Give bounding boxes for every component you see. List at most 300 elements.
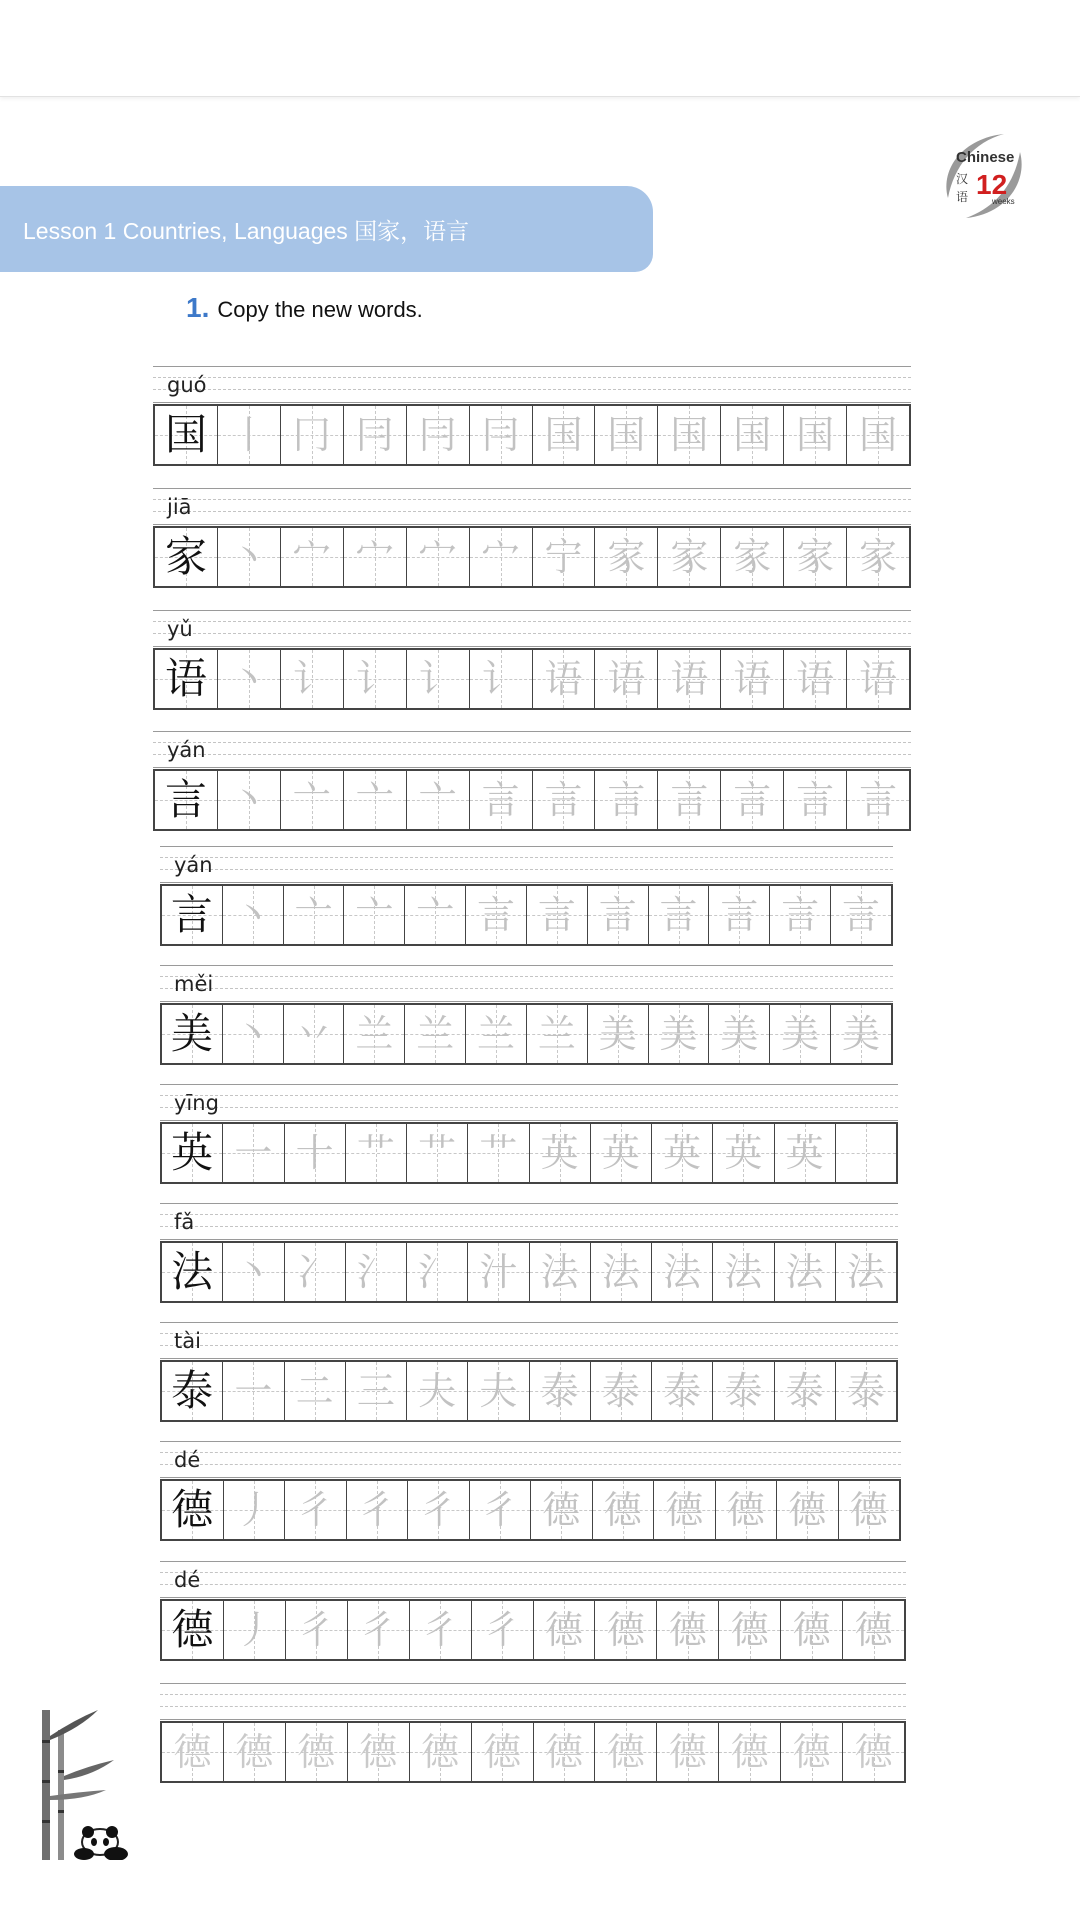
stroke-order-cell[interactable] xyxy=(469,528,532,586)
stroke-order-cell[interactable] xyxy=(285,1601,347,1659)
tracing-cell[interactable] xyxy=(471,1723,533,1781)
pinyin-lines xyxy=(160,1084,898,1121)
tracing-cell[interactable] xyxy=(162,1723,223,1781)
stroke-step: 英 xyxy=(601,1131,640,1175)
stroke-step: 国 xyxy=(607,413,646,457)
stroke-step: 法 xyxy=(601,1250,640,1294)
stroke-step: 言 xyxy=(842,893,881,937)
stroke-step: 宀 xyxy=(481,535,520,579)
stroke-order-cell[interactable] xyxy=(469,771,532,829)
stroke-step: 法 xyxy=(540,1250,579,1294)
stroke-order-cell[interactable] xyxy=(526,886,587,944)
model-character: 德 xyxy=(171,1605,214,1654)
stroke-order-cell[interactable] xyxy=(343,1005,404,1063)
stroke-order-cell[interactable] xyxy=(406,1362,467,1420)
practice-row xyxy=(153,366,911,466)
stroke-order-cell[interactable] xyxy=(594,650,657,708)
stroke-step: 兰 xyxy=(355,1012,394,1056)
bamboo-panda-illustration xyxy=(28,1700,148,1860)
stroke-step: 德 xyxy=(792,1608,831,1652)
stroke-order-cell[interactable] xyxy=(222,1124,283,1182)
stroke-step: 国 xyxy=(544,413,583,457)
stroke-order-cell[interactable] xyxy=(345,1124,406,1182)
stroke-order-cell[interactable] xyxy=(532,650,595,708)
stroke-order-cell[interactable] xyxy=(471,1601,533,1659)
stroke-step: 讠 xyxy=(481,657,520,701)
exercise-number: 1. xyxy=(186,292,210,323)
stroke-step: 德 xyxy=(854,1608,893,1652)
stroke-order-cell[interactable] xyxy=(407,1481,469,1539)
stroke-order-cell[interactable] xyxy=(594,771,657,829)
stroke-order-cell[interactable] xyxy=(284,1481,346,1539)
stroke-order-cell[interactable] xyxy=(284,1124,345,1182)
pinyin-lines xyxy=(160,1561,906,1598)
stroke-order-cell[interactable] xyxy=(590,1362,651,1420)
character-grid xyxy=(153,648,911,710)
stroke-step: 彳 xyxy=(483,1608,522,1652)
stroke-order-cell[interactable] xyxy=(708,1005,769,1063)
model-character-cell xyxy=(162,1481,223,1539)
stroke-order-cell[interactable] xyxy=(657,406,720,464)
stroke-order-cell[interactable] xyxy=(529,1124,590,1182)
stroke-order-cell[interactable] xyxy=(780,1601,842,1659)
stroke-order-cell[interactable] xyxy=(469,406,532,464)
stroke-step: 家 xyxy=(796,535,835,579)
stroke-step: 彳 xyxy=(357,1488,396,1532)
pinyin-lines xyxy=(160,1322,898,1359)
stroke-order-cell[interactable] xyxy=(222,886,283,944)
practice-row xyxy=(160,1441,901,1541)
stroke-step: 美 xyxy=(659,1012,698,1056)
stroke-step: 丿 xyxy=(234,1488,273,1532)
stroke-order-cell[interactable] xyxy=(280,650,343,708)
svg-text:汉: 汉 xyxy=(956,172,969,186)
pinyin-label: tài xyxy=(174,1329,201,1353)
stroke-order-cell[interactable] xyxy=(653,1481,715,1539)
stroke-order-cell[interactable] xyxy=(343,886,404,944)
stroke-step: 夫 xyxy=(479,1369,518,1413)
stroke-order-cell[interactable] xyxy=(594,528,657,586)
model-character: 家 xyxy=(164,532,207,581)
tracing-cell[interactable] xyxy=(594,1723,656,1781)
stroke-order-cell[interactable] xyxy=(526,1005,587,1063)
practice-row xyxy=(153,488,911,588)
stroke-step: 冃 xyxy=(481,413,520,457)
tracing-cell[interactable] xyxy=(842,1723,904,1781)
model-character-cell xyxy=(162,1124,222,1182)
stroke-order-cell[interactable] xyxy=(587,886,648,944)
stroke-order-cell[interactable] xyxy=(720,771,783,829)
stroke-step: 泰 xyxy=(663,1369,702,1413)
character-grid xyxy=(153,404,911,466)
stroke-order-cell[interactable] xyxy=(656,1601,718,1659)
stroke-order-cell[interactable] xyxy=(533,1601,595,1659)
stroke-order-cell[interactable] xyxy=(830,1005,891,1063)
stroke-order-cell[interactable] xyxy=(776,1481,838,1539)
stroke-step: 法 xyxy=(663,1250,702,1294)
tracing-cell[interactable] xyxy=(285,1723,347,1781)
stroke-order-cell[interactable] xyxy=(648,1005,709,1063)
stroke-step: 彳 xyxy=(421,1608,460,1652)
stroke-order-cell[interactable] xyxy=(465,886,526,944)
practice-row xyxy=(160,1561,906,1661)
stroke-step: 彳 xyxy=(480,1488,519,1532)
stroke-step: 讠 xyxy=(418,657,457,701)
tracing-character: 德 xyxy=(173,1730,212,1774)
stroke-order-cell[interactable] xyxy=(657,528,720,586)
stroke-step: 美 xyxy=(720,1012,759,1056)
stroke-order-cell[interactable] xyxy=(467,1362,528,1420)
stroke-order-cell[interactable] xyxy=(343,406,406,464)
stroke-step: 一 xyxy=(234,1131,273,1175)
stroke-step: 言 xyxy=(733,778,772,822)
stroke-step: 三 xyxy=(356,1369,395,1413)
stroke-order-cell[interactable] xyxy=(532,528,595,586)
stroke-step: 言 xyxy=(781,893,820,937)
practice-row xyxy=(153,731,911,831)
practice-row xyxy=(160,965,893,1065)
stroke-order-cell[interactable] xyxy=(712,1243,773,1301)
stroke-order-cell[interactable] xyxy=(343,650,406,708)
stroke-order-cell[interactable] xyxy=(769,886,830,944)
stroke-step: 言 xyxy=(720,893,759,937)
stroke-order-cell[interactable] xyxy=(835,1243,896,1301)
stroke-order-cell[interactable] xyxy=(467,1124,528,1182)
stroke-order-cell[interactable] xyxy=(406,650,469,708)
model-character-cell xyxy=(162,1005,222,1063)
stroke-step: 德 xyxy=(726,1488,765,1532)
pinyin-lines xyxy=(160,1203,898,1240)
stroke-step: 亠 xyxy=(416,893,455,937)
pinyin-label: měi xyxy=(174,972,214,996)
stroke-order-cell[interactable] xyxy=(530,1481,592,1539)
model-character-cell xyxy=(155,650,217,708)
stroke-order-cell[interactable] xyxy=(838,1481,900,1539)
stroke-step: 讠 xyxy=(355,657,394,701)
stroke-order-cell[interactable] xyxy=(712,1124,773,1182)
stroke-step: 兰 xyxy=(477,1012,516,1056)
tracing-cell[interactable] xyxy=(533,1723,595,1781)
stroke-step: 德 xyxy=(606,1608,645,1652)
tracing-character: 德 xyxy=(483,1730,522,1774)
tracing-character: 德 xyxy=(854,1730,893,1774)
model-character: 德 xyxy=(171,1485,214,1534)
stroke-step: 彳 xyxy=(296,1488,335,1532)
stroke-order-cell[interactable] xyxy=(846,650,909,708)
model-character-cell xyxy=(162,1243,222,1301)
stroke-step: 亠 xyxy=(294,893,333,937)
model-character: 言 xyxy=(170,890,213,939)
stroke-step: 艹 xyxy=(479,1131,518,1175)
stroke-step: 丶 xyxy=(233,1012,272,1056)
stroke-order-cell[interactable] xyxy=(657,650,720,708)
stroke-step: 二 xyxy=(295,1369,334,1413)
tracing-cell[interactable] xyxy=(656,1723,718,1781)
stroke-step: 英 xyxy=(724,1131,763,1175)
stroke-step: 冂 xyxy=(292,413,331,457)
stroke-order-cell[interactable] xyxy=(648,886,709,944)
practice-row xyxy=(160,846,893,946)
model-character: 语 xyxy=(164,654,207,703)
stroke-order-cell[interactable] xyxy=(532,771,595,829)
tracing-character: 德 xyxy=(606,1730,645,1774)
stroke-step: 言 xyxy=(796,778,835,822)
stroke-order-cell[interactable] xyxy=(529,1243,590,1301)
stroke-step: 一 xyxy=(234,1369,273,1413)
pinyin-label: yīng xyxy=(174,1091,219,1115)
stroke-step: 德 xyxy=(730,1608,769,1652)
pinyin-label: yán xyxy=(174,853,213,877)
stroke-step: 语 xyxy=(733,657,772,701)
stroke-step: 国 xyxy=(796,413,835,457)
stroke-step: 家 xyxy=(607,535,646,579)
stroke-order-cell[interactable] xyxy=(406,1243,467,1301)
stroke-order-cell[interactable] xyxy=(651,1243,712,1301)
stroke-order-cell[interactable] xyxy=(406,771,469,829)
character-grid xyxy=(153,526,911,588)
stroke-order-cell[interactable] xyxy=(406,528,469,586)
stroke-step: 氵 xyxy=(418,1250,457,1294)
stroke-step: 言 xyxy=(659,893,698,937)
stroke-step: 兰 xyxy=(416,1012,455,1056)
pinyin-lines xyxy=(153,731,911,768)
stroke-step: 汁 xyxy=(479,1250,518,1294)
stroke-step: 丶 xyxy=(229,535,268,579)
stroke-order-cell[interactable] xyxy=(774,1362,835,1420)
stroke-order-cell[interactable] xyxy=(284,1243,345,1301)
model-character: 法 xyxy=(171,1247,214,1296)
pinyin-label: fǎ xyxy=(174,1210,195,1234)
stroke-order-cell[interactable] xyxy=(283,1005,344,1063)
stroke-step: 德 xyxy=(603,1488,642,1532)
practice-row xyxy=(153,610,911,710)
tracing-character: 德 xyxy=(235,1730,274,1774)
stroke-order-cell[interactable] xyxy=(343,771,406,829)
stroke-step: 语 xyxy=(796,657,835,701)
stroke-order-cell[interactable] xyxy=(217,406,280,464)
tracing-character: 德 xyxy=(297,1730,336,1774)
pinyin-label: guó xyxy=(167,373,207,397)
exercise-instruction xyxy=(186,292,423,324)
svg-text:weeks: weeks xyxy=(992,197,1015,206)
stroke-order-cell[interactable] xyxy=(774,1124,835,1182)
svg-text:12: 12 xyxy=(976,169,1008,200)
model-character-cell xyxy=(162,1362,222,1420)
pinyin-lines xyxy=(153,366,911,403)
stroke-step: 英 xyxy=(663,1131,702,1175)
blank-practice-cell[interactable] xyxy=(835,1124,896,1182)
stroke-order-cell[interactable] xyxy=(592,1481,654,1539)
tracing-cell[interactable] xyxy=(780,1723,842,1781)
stroke-order-cell[interactable] xyxy=(404,886,465,944)
stroke-order-cell[interactable] xyxy=(718,1601,780,1659)
stroke-order-cell[interactable] xyxy=(223,1481,285,1539)
stroke-order-cell[interactable] xyxy=(774,1243,835,1301)
stroke-step: 德 xyxy=(788,1488,827,1532)
tracing-grid xyxy=(160,1721,906,1783)
stroke-order-cell[interactable] xyxy=(769,1005,830,1063)
stroke-order-cell[interactable] xyxy=(222,1362,283,1420)
stroke-order-cell[interactable] xyxy=(532,406,595,464)
stroke-step: 彳 xyxy=(419,1488,458,1532)
stroke-step: 冫 xyxy=(295,1250,334,1294)
tracing-cell[interactable] xyxy=(718,1723,780,1781)
character-grid xyxy=(160,1599,906,1661)
stroke-order-cell[interactable] xyxy=(280,528,343,586)
stroke-step: 宀 xyxy=(355,535,394,579)
stroke-step: 美 xyxy=(781,1012,820,1056)
stroke-order-cell[interactable] xyxy=(222,1243,283,1301)
stroke-step: 泰 xyxy=(724,1369,763,1413)
stroke-order-cell[interactable] xyxy=(217,771,280,829)
stroke-step: 丶 xyxy=(229,657,268,701)
character-grid xyxy=(160,1122,898,1184)
stroke-step: 十 xyxy=(295,1131,334,1175)
stroke-step: 言 xyxy=(544,778,583,822)
pinyin-label: yán xyxy=(167,738,206,762)
stroke-step: 国 xyxy=(859,413,898,457)
stroke-step: 德 xyxy=(544,1608,583,1652)
stroke-step: 英 xyxy=(540,1131,579,1175)
stroke-order-cell[interactable] xyxy=(720,406,783,464)
stroke-order-cell[interactable] xyxy=(842,1601,904,1659)
pinyin-label: dé xyxy=(174,1568,201,1592)
stroke-order-cell[interactable] xyxy=(465,1005,526,1063)
stroke-order-cell[interactable] xyxy=(222,1005,283,1063)
stroke-step: 德 xyxy=(542,1488,581,1532)
stroke-order-cell[interactable] xyxy=(469,1481,531,1539)
stroke-step: 英 xyxy=(785,1131,824,1175)
stroke-order-cell[interactable] xyxy=(651,1124,712,1182)
stroke-step: 德 xyxy=(668,1608,707,1652)
stroke-step: 泰 xyxy=(846,1369,885,1413)
svg-text:Chinese: Chinese xyxy=(956,149,1015,166)
stroke-order-cell[interactable] xyxy=(720,528,783,586)
pinyin-lines xyxy=(160,965,893,1002)
stroke-order-cell[interactable] xyxy=(406,1124,467,1182)
stroke-order-cell[interactable] xyxy=(783,528,846,586)
stroke-order-cell[interactable] xyxy=(217,528,280,586)
chinese-12-weeks-logo xyxy=(934,128,1034,224)
stroke-step: 丷 xyxy=(294,1012,333,1056)
stroke-order-cell[interactable] xyxy=(590,1243,651,1301)
stroke-step: 艹 xyxy=(418,1131,457,1175)
stroke-order-cell[interactable] xyxy=(345,1243,406,1301)
stroke-order-cell[interactable] xyxy=(846,406,909,464)
stroke-order-cell[interactable] xyxy=(409,1601,471,1659)
stroke-order-cell[interactable] xyxy=(783,771,846,829)
stroke-step: 讠 xyxy=(292,657,331,701)
stroke-order-cell[interactable] xyxy=(469,650,532,708)
stroke-order-cell[interactable] xyxy=(651,1362,712,1420)
tracing-cell[interactable] xyxy=(409,1723,471,1781)
stroke-step: 宀 xyxy=(292,535,331,579)
stroke-step: 言 xyxy=(607,778,646,822)
stroke-step: 家 xyxy=(670,535,709,579)
model-character-cell xyxy=(155,771,217,829)
stroke-step: 泰 xyxy=(540,1369,579,1413)
tracing-cell[interactable] xyxy=(223,1723,285,1781)
character-grid xyxy=(160,1360,898,1422)
stroke-order-cell[interactable] xyxy=(347,1601,409,1659)
character-grid xyxy=(160,1241,898,1303)
pinyin-lines xyxy=(160,846,893,883)
model-character-cell xyxy=(155,406,217,464)
stroke-step: 冃 xyxy=(418,413,457,457)
stroke-order-cell[interactable] xyxy=(657,771,720,829)
stroke-step: 德 xyxy=(665,1488,704,1532)
stroke-order-cell[interactable] xyxy=(830,886,891,944)
tracing-character: 德 xyxy=(668,1730,707,1774)
stroke-order-cell[interactable] xyxy=(846,771,909,829)
svg-text:语: 语 xyxy=(956,190,969,204)
stroke-step: 丨 xyxy=(229,413,268,457)
stroke-step: 法 xyxy=(785,1250,824,1294)
pinyin-label: yǔ xyxy=(167,617,193,641)
stroke-order-cell[interactable] xyxy=(783,406,846,464)
stroke-step: 语 xyxy=(859,657,898,701)
character-grid xyxy=(153,769,911,831)
stroke-order-cell[interactable] xyxy=(346,1481,408,1539)
stroke-order-cell[interactable] xyxy=(404,1005,465,1063)
stroke-order-cell[interactable] xyxy=(720,650,783,708)
tracing-character: 德 xyxy=(359,1730,398,1774)
stroke-order-cell[interactable] xyxy=(223,1601,285,1659)
stroke-step: 家 xyxy=(859,535,898,579)
stroke-step: 言 xyxy=(598,893,637,937)
stroke-order-cell[interactable] xyxy=(587,1005,648,1063)
stroke-order-cell[interactable] xyxy=(467,1243,528,1301)
stroke-order-cell[interactable] xyxy=(715,1481,777,1539)
stroke-step: 语 xyxy=(670,657,709,701)
stroke-order-cell[interactable] xyxy=(283,886,344,944)
stroke-order-cell[interactable] xyxy=(783,650,846,708)
stroke-order-cell[interactable] xyxy=(846,528,909,586)
stroke-order-cell[interactable] xyxy=(217,650,280,708)
stroke-step: 法 xyxy=(724,1250,763,1294)
stroke-order-cell[interactable] xyxy=(280,771,343,829)
stroke-step: 语 xyxy=(607,657,646,701)
stroke-order-cell[interactable] xyxy=(529,1362,590,1420)
practice-row xyxy=(160,1203,898,1303)
stroke-order-cell[interactable] xyxy=(708,886,769,944)
pinyin-label: jiā xyxy=(167,495,192,519)
stroke-order-cell[interactable] xyxy=(835,1362,896,1420)
stroke-order-cell[interactable] xyxy=(594,1601,656,1659)
stroke-order-cell[interactable] xyxy=(712,1362,773,1420)
stroke-order-cell[interactable] xyxy=(406,406,469,464)
character-grid xyxy=(160,1479,901,1541)
stroke-step: 冃 xyxy=(355,413,394,457)
stroke-step: 国 xyxy=(733,413,772,457)
lesson-banner xyxy=(0,186,653,272)
stroke-order-cell[interactable] xyxy=(345,1362,406,1420)
tracing-cell[interactable] xyxy=(347,1723,409,1781)
stroke-order-cell[interactable] xyxy=(590,1124,651,1182)
stroke-step: 艹 xyxy=(356,1131,395,1175)
stroke-step: 亠 xyxy=(418,778,457,822)
stroke-step: 宁 xyxy=(544,535,583,579)
stroke-order-cell[interactable] xyxy=(284,1362,345,1420)
pinyin-lines xyxy=(160,1683,906,1720)
stroke-step: 言 xyxy=(477,893,516,937)
stroke-step: 言 xyxy=(859,778,898,822)
stroke-order-cell[interactable] xyxy=(280,406,343,464)
stroke-step: 泰 xyxy=(785,1369,824,1413)
stroke-order-cell[interactable] xyxy=(343,528,406,586)
stroke-order-cell[interactable] xyxy=(594,406,657,464)
stroke-step: 丶 xyxy=(234,1250,273,1294)
